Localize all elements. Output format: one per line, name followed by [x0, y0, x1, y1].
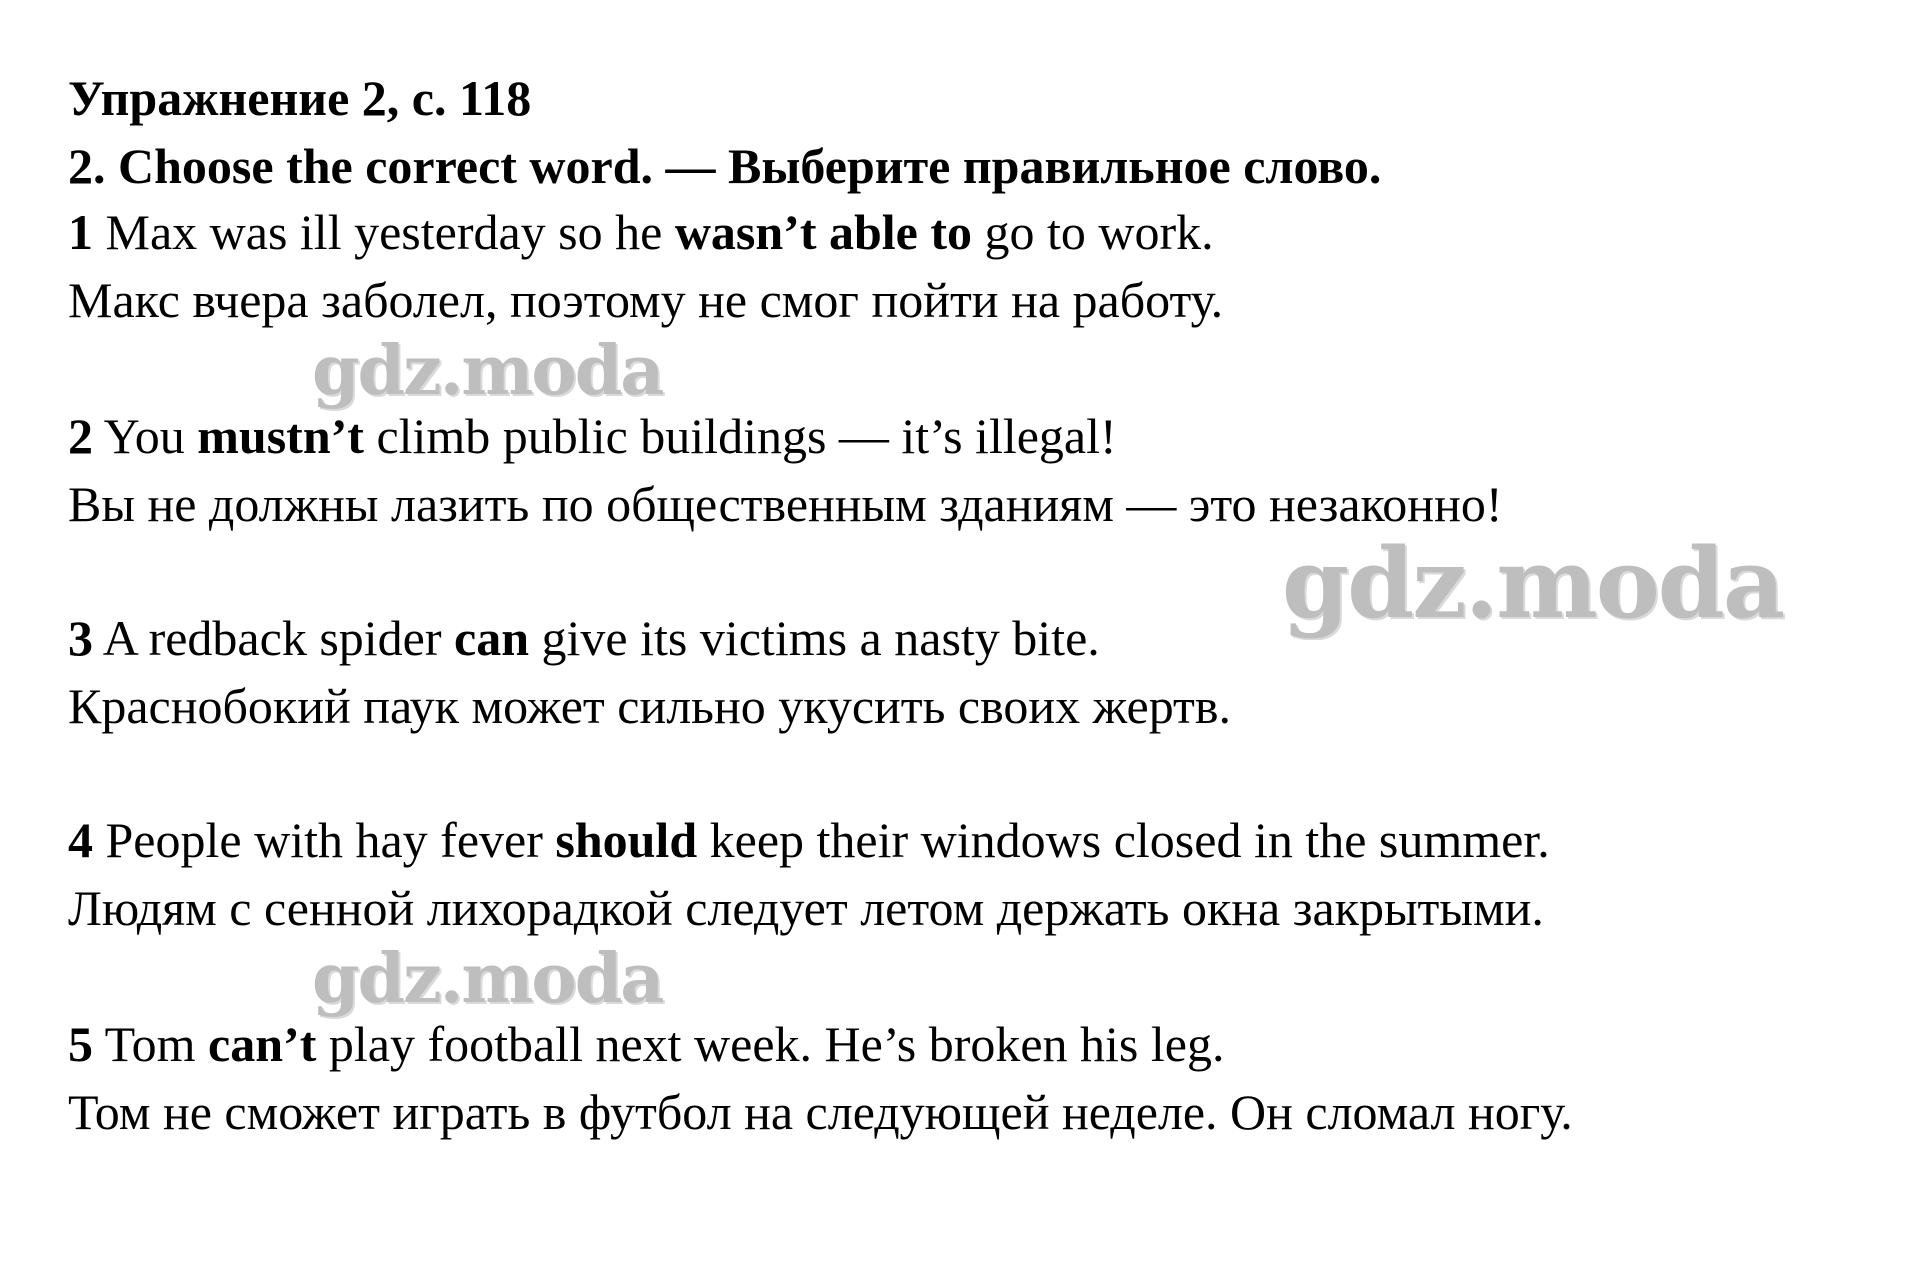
item-text: play football next week. He’s broken his leg. [316, 1016, 1225, 1072]
item-number: 3 [68, 610, 93, 666]
item-text: People with hay fever [93, 812, 556, 868]
item-1-translation: Макс вчера заболел, поэтому не смог пойти на работу. [68, 272, 1224, 328]
item-text: give its victims a nasty bite. [529, 610, 1100, 666]
item-number: 1 [68, 204, 93, 260]
answer-word: wasn’t able to [674, 204, 973, 260]
item-4-translation: Людям с сенной лихорадкой следует летом держать окна закрытыми. [68, 880, 1544, 936]
answer-word: can’t [208, 1016, 317, 1072]
item-3-translation: Краснобокий паук может сильно укусить своих жертв. [68, 678, 1232, 734]
item-text: A redback spider [93, 610, 455, 666]
item-text: keep their windows closed in the summer. [697, 812, 1550, 868]
item-text: Tom [93, 1016, 209, 1072]
item-number: 5 [68, 1016, 93, 1072]
item-text: Max was ill yesterday so he [93, 204, 675, 260]
item-2-translation: Вы не должны лазить по общественным зданиям — это незаконно! [68, 476, 1503, 532]
exercise-title: Упражнение 2, с. 118 [68, 70, 532, 126]
item-text: go to work. [972, 204, 1214, 260]
answer-word: can [454, 610, 530, 666]
watermark-text: gdz.moda [1282, 527, 1784, 640]
item-5-english [68, 1014, 1224, 1074]
task-instruction: 2. Choose the correct word. — Выберите правильное слово. [68, 138, 1382, 194]
item-2-english [68, 406, 1117, 466]
item-3-english [68, 608, 1100, 668]
item-number: 4 [68, 812, 93, 868]
watermark-text: gdz.moda [312, 939, 663, 1019]
answer-word: mustn’t [197, 408, 364, 464]
item-number: 2 [68, 408, 93, 464]
answer-word: should [555, 812, 698, 868]
item-text: You [93, 408, 198, 464]
item-4-english [68, 810, 1550, 870]
item-5-translation: Том не сможет играть в футбол на следующей неделе. Он сломал ногу. [68, 1084, 1573, 1140]
item-1-english [68, 202, 1214, 262]
item-text: climb public buildings — it’s illegal! [363, 408, 1117, 464]
watermark-text: gdz.moda [312, 331, 663, 411]
